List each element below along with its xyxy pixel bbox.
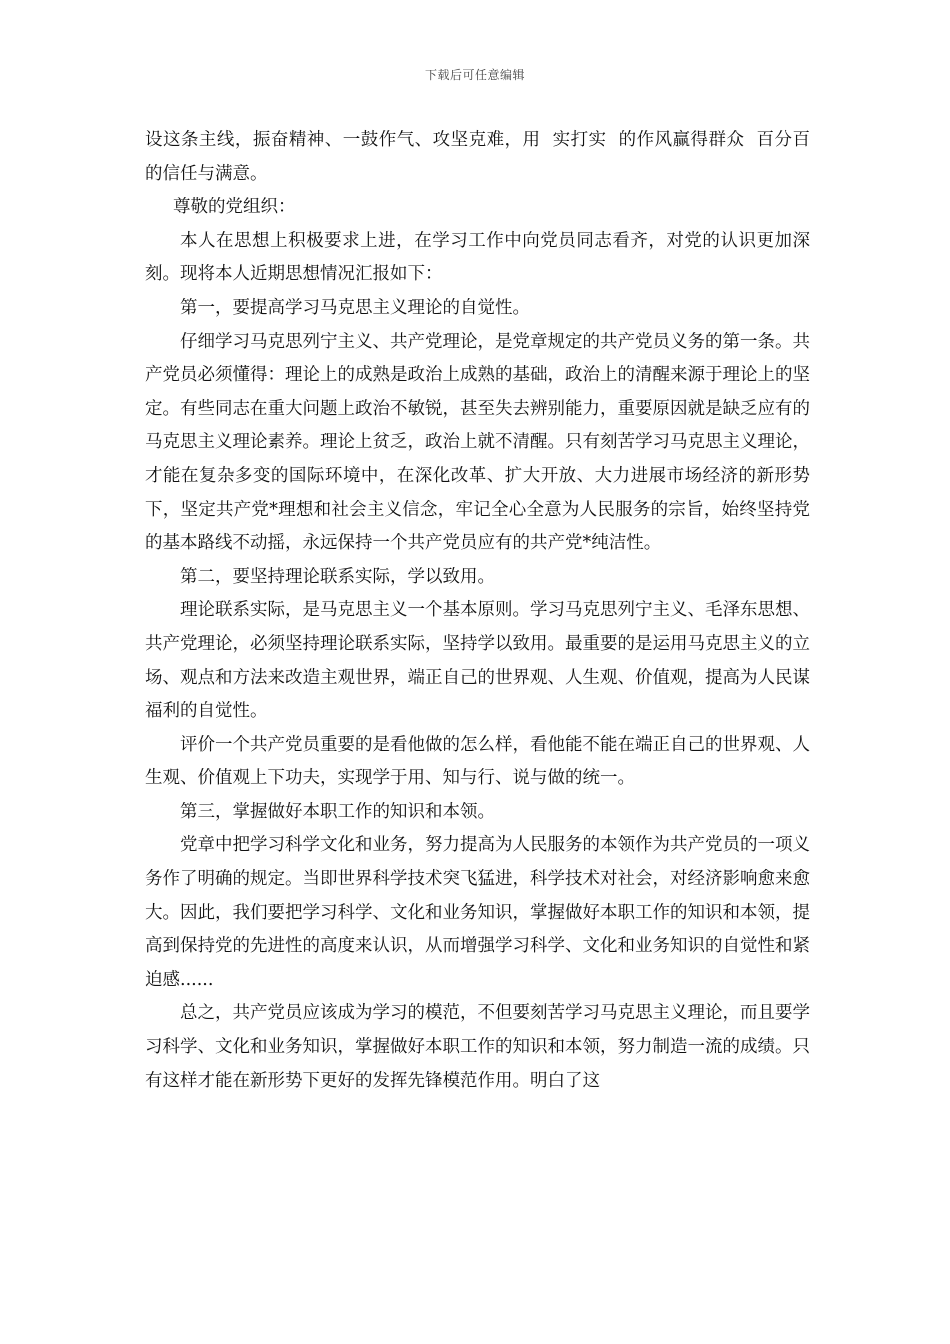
paragraph-heading-first: 第一，要提高学习马克思主义理论的自觉性。 [180,297,530,318]
paragraph-conclusion: 总之，共产党员应该成为学习的模范，不但要刻苦学习马克思主义理论，而且要学习科学、文化和业务知识，掌握做好本职工作的知识和本领，努力制造一流的成绩。只有这样才能在新形势下更好的发挥先锋模范作用。明白了这 [145,1003,810,1091]
document-body [145,124,822,1098]
paragraph-body: 仔细学习马克思列宁主义、共产党理论，是党章规定的共产党员义务的第一条。共产党员必须懂得：理论上的成熟是政治上成熟的基础，政治上的清醒来源于理论上的坚定。有些同志在重大问题上政治不敏锐，甚至失去辨别能力，重要原因就是缺乏应有的马克思主义理论素养。理论上贫乏，政治上就不清醒。只有刻苦学习马克思主义理论，才能在复杂多变的国际环境中，在深化改革、扩大开放、大力进展市场经济的新形势下，坚定共产党*理想和社会主义信念，牢记全心全意为人民服务的宗旨，始终坚持党的基本路线不动摇，永远保持一个共产党员应有的共产党*纯洁性。 [145,331,810,554]
paragraph-heading-third: 第三，掌握做好本职工作的知识和本领。 [180,801,495,822]
paragraph-body: 党章中把学习科学文化和业务，努力提高为人民服务的本领作为共产党员的一项义务作了明确的规定。当即世界科学技术突飞猛进，科学技术对社会，对经济影响愈来愈大。因此，我们要把学习科学、文化和业务知识，掌握做好本职工作的知识和本领，提高到保持党的先进性的高度来认识，从而增强学习科学、文化和业务知识的自觉性和紧迫感...... [145,835,810,990]
paragraph-intro: 本人在思想上积极要求上进，在学习工作中向党员同志看齐，对党的认识更加深刻。现将本人近期思想情况汇报如下： [145,230,810,285]
paragraph-body: 评价一个共产党员重要的是看他做的怎么样，看他能不能在端正自己的世界观、人生观、价值观上下功夫，实现学于用、知与行、说与做的统一。 [145,734,810,789]
paragraph-heading-second: 第二，要坚持理论联系实际，学以致用。 [180,566,495,587]
paragraph-salutation: 尊敬的党组织： [173,197,296,218]
page-header-note: 下载后可任意编辑 [424,68,525,82]
paragraph-continuation: 设这条主线，振奋精神、一鼓作气、攻坚克难，用 实打实 的作风赢得群众 百分百 的信任与满意。 [145,130,822,184]
paragraph-body: 理论联系实际，是马克思主义一个基本原则。学习马克思列宁主义、毛泽东思想、共产党理论，必须坚持理论联系实际，坚持学以致用。最重要的是运用马克思主义的立场、观点和方法来改造主观世界，端正自己的世界观、人生观、价值观，提高为人民谋福利的自觉性。 [145,600,810,722]
